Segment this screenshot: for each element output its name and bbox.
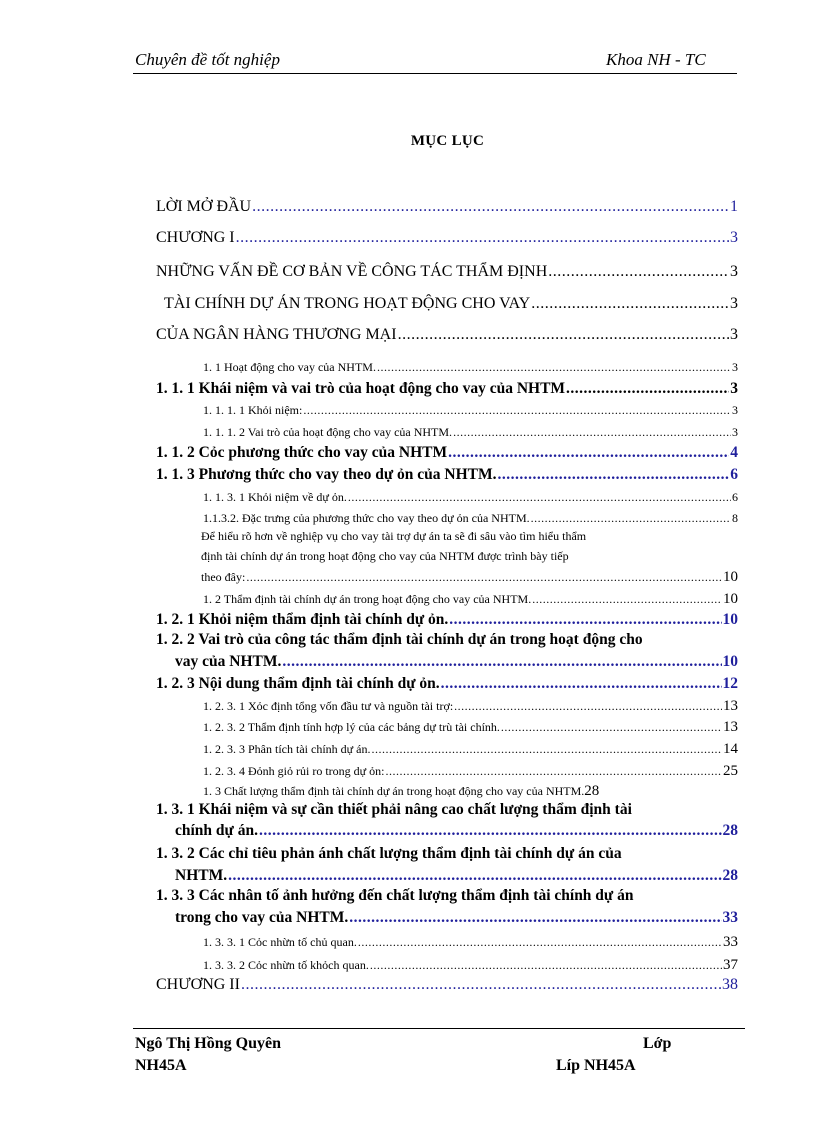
toc-leader	[532, 592, 722, 607]
toc-leader	[228, 867, 721, 885]
toc-entry[interactable]	[203, 490, 738, 505]
toc-leader	[377, 360, 731, 375]
toc-entry-text: 1. 2. 3. 4 Đỏnh giỏ rủi ro trong dự ỏn:	[203, 764, 385, 778]
toc-leader	[236, 229, 729, 247]
toc-entry[interactable]	[156, 198, 738, 216]
toc-entry-text: vay của NHTM.	[175, 653, 282, 670]
toc-entry-text: 1. 2. 3. 2 Thẩm định tính hợp lý của các bảng dự trù tài chính.	[203, 720, 500, 734]
toc-entry[interactable]	[203, 934, 738, 951]
toc-entry[interactable]	[156, 675, 738, 693]
toc-leader	[358, 935, 722, 950]
toc-leader	[454, 699, 722, 714]
toc-entry-text: 1.1.3.2. Đặc trưng của phương thức cho vay theo dự ỏn của NHTM.	[203, 511, 530, 525]
toc-entry-line: 1. 3. 1 Khái niệm và sự cần thiết phải nâng cao chất lượng thẩm định tài	[156, 801, 632, 818]
toc-leader	[531, 295, 729, 313]
toc-leader	[282, 653, 721, 671]
toc-entry-page: 13	[723, 719, 738, 735]
toc-entry[interactable]	[156, 611, 738, 629]
toc-leader	[349, 909, 721, 927]
toc-entry[interactable]	[164, 295, 738, 313]
toc-entry-text: CHƯƠNG I	[156, 229, 235, 246]
header-right: Khoa NH - TC	[606, 50, 706, 69]
toc-entry-text: 1. 2. 3 Nội dung thẩm định tài chính dự ỏn.	[156, 675, 440, 692]
toc-leader	[370, 958, 722, 973]
toc-entry-text: NHỮNG VẤN ĐỀ CƠ BẢN VỀ CÔNG TÁC THẨM ĐỊNH	[156, 263, 548, 280]
toc-entry-page: 3	[732, 425, 738, 439]
toc-leader	[548, 263, 729, 281]
toc-entry[interactable]	[175, 867, 738, 885]
toc-entry-text: 1. 2. 3. 3 Phân tích tài chính dự án.	[203, 742, 371, 756]
toc-entry-text: 1. 2 Thẩm định tài chính dự án trong hoạt động cho vay của NHTM.	[203, 592, 532, 606]
toc-entry-text: 1. 2. 3. 1 Xỏc định tổng vốn đầu tư và nguồn tài trợ:	[203, 699, 454, 713]
toc-entry-text: 1. 1. 1 Khái niệm và vai trò của hoạt động cho vay của NHTM	[156, 380, 566, 397]
toc-entry[interactable]	[156, 263, 738, 281]
toc-leader	[246, 570, 722, 585]
toc-leader	[259, 822, 722, 840]
toc-entry-line: định tài chính dự án trong hoạt động cho vay của NHTM được trình bày tiếp	[201, 549, 569, 563]
toc-leader	[501, 720, 722, 735]
toc-leader	[386, 764, 723, 779]
toc-entry-page: 12	[722, 675, 738, 692]
toc-entry-page: 4	[730, 444, 738, 461]
toc-entry[interactable]	[156, 380, 738, 398]
toc-entry-page: 3	[732, 403, 738, 417]
toc-entry-text: 1. 2. 1 Khỏi niệm thẩm định tài chính dự ỏn.	[156, 611, 449, 628]
toc-entry-text: 1. 3. 3. 2 Cỏc nhừn tố khỏch quan.	[203, 958, 369, 972]
toc-entry[interactable]	[175, 822, 738, 840]
toc-entry-page: 3	[732, 360, 738, 374]
author-name: Ngô Thị Hồng Quyên	[135, 1035, 281, 1052]
toc-entry[interactable]	[156, 466, 738, 484]
toc-entry[interactable]	[203, 741, 738, 758]
toc-entry-page: 6	[732, 490, 738, 504]
toc-entry-page: 37	[723, 957, 738, 973]
toc-entry[interactable]	[203, 360, 738, 375]
toc-entry-line: Để hiểu rõ hơn về nghiệp vụ cho vay tài trợ dự án ta sẽ đi sâu vào tìm hiểu thẩm	[201, 529, 587, 543]
toc-leader	[448, 444, 729, 462]
toc-entry-text: 1. 1 Hoạt động cho vay của NHTM.	[203, 360, 376, 374]
toc-entry-page: 28	[722, 867, 738, 884]
toc-entry-text: CHƯƠNG II	[156, 976, 240, 993]
toc-leader	[371, 742, 722, 757]
toc-leader	[531, 511, 731, 526]
toc-entry[interactable]	[156, 326, 738, 344]
toc-entry-text: 1. 1. 2 Cỏc phương thức cho vay của NHTM	[156, 444, 448, 461]
toc-entry[interactable]	[203, 511, 738, 526]
toc-entry-page: 3	[730, 380, 738, 397]
toc-entry-text: trong cho vay của NHTM.	[175, 909, 349, 926]
toc-entry-page: 10	[723, 591, 738, 607]
toc-entry[interactable]	[156, 229, 738, 247]
toc-entry-text: theo đây:	[201, 570, 246, 584]
toc-entry-text: 1. 1. 3 Phương thức cho vay theo dự ỏn của NHTM.	[156, 466, 497, 483]
toc-entry[interactable]	[203, 403, 738, 418]
toc-leader	[252, 198, 729, 216]
class-left: NH45A	[135, 1057, 187, 1074]
toc-entry[interactable]	[175, 909, 738, 927]
toc-entry-text: 1. 1. 3. 1 Khỏi niệm về dự ỏn.	[203, 490, 347, 504]
class-label: Lớp	[643, 1035, 672, 1052]
toc-entry-line: 1. 2. 2 Vai trò của công tác thẩm định tài chính dự án trong hoạt động cho	[156, 631, 643, 648]
toc-entry[interactable]	[203, 425, 738, 440]
toc-entry-text: 1. 1. 1. 1 Khỏi niệm:	[203, 403, 303, 417]
class-right: Líp NH45A	[556, 1057, 636, 1074]
toc-entry[interactable]	[156, 976, 738, 994]
toc-leader	[497, 466, 729, 484]
toc-entry[interactable]	[203, 763, 738, 780]
toc-entry-page: 10	[723, 569, 738, 585]
toc-entry-text: 1. 3. 3. 1 Cỏc nhừn tố chủ quan.	[203, 935, 357, 949]
toc-entry-page: 10	[722, 653, 738, 670]
toc-entry-line: 1. 3. 2 Các chỉ tiêu phản ánh chất lượng thẩm định tài chính dự án của	[156, 845, 622, 862]
toc-entry[interactable]	[201, 569, 738, 586]
toc-entry-text: CỦA NGÂN HÀNG THƯƠNG MẠI	[156, 326, 397, 343]
toc-entry-line: 1. 3. 3 Các nhân tố ảnh hưởng đến chất lượng thẩm định tài chính dự án	[156, 887, 634, 904]
toc-entry-text: TÀI CHÍNH DỰ ÁN TRONG HOẠT ĐỘNG CHO VAY	[164, 295, 531, 312]
toc-leader	[303, 403, 731, 418]
toc-entry-text: 1. 1. 1. 2 Vai trò của hoạt động cho vay của NHTM.	[203, 425, 453, 439]
footer-rule	[133, 1028, 745, 1029]
toc-entry-page: 28	[584, 783, 600, 799]
toc-entry-page: 38	[722, 976, 738, 993]
toc-entry-page: 3	[730, 326, 738, 343]
toc-entry-page: 3	[730, 263, 738, 280]
toc-entry-page: 10	[722, 611, 738, 628]
toc-entry[interactable]	[156, 444, 738, 462]
toc-entry-page: 14	[723, 741, 738, 757]
toc-leader	[348, 490, 731, 505]
header-left: Chuyên đề tốt nghiệp	[135, 50, 280, 69]
toc-leader	[566, 380, 729, 398]
page-title: MỤC LỤC	[410, 133, 485, 149]
toc-entry-text: chính dự án.	[175, 822, 258, 839]
toc-entry-page: 28	[722, 822, 738, 839]
toc-entry-page: 33	[722, 909, 738, 926]
toc-entry-page: 6	[730, 466, 738, 483]
toc-entry[interactable]	[203, 783, 742, 800]
toc-entry[interactable]	[203, 719, 738, 736]
toc-leader	[241, 976, 721, 994]
toc-entry-page: 3	[730, 295, 738, 312]
toc-entry-text: LỜI MỞ ĐẦU	[156, 198, 252, 215]
toc-entry-page: 25	[723, 763, 738, 779]
toc-leader	[453, 425, 731, 440]
toc-leader	[449, 611, 721, 629]
toc-entry-page: 8	[732, 511, 738, 525]
toc-entry-text: NHTM.	[175, 867, 228, 884]
toc-entry-page: 1	[730, 198, 738, 215]
toc-entry-page: 3	[730, 229, 738, 246]
toc-entry-text: 1. 3 Chất lượng thẩm định tài chính dự án trong hoạt động cho vay của NHTM.	[203, 784, 585, 798]
toc-entry[interactable]	[203, 698, 738, 715]
toc-entry[interactable]	[203, 591, 738, 608]
toc-leader	[441, 675, 722, 693]
toc-entry[interactable]	[175, 653, 738, 671]
toc-leader	[398, 326, 729, 344]
toc-entry[interactable]	[203, 957, 738, 974]
toc-entry-page: 33	[723, 934, 738, 950]
toc-entry-page: 13	[723, 698, 738, 714]
